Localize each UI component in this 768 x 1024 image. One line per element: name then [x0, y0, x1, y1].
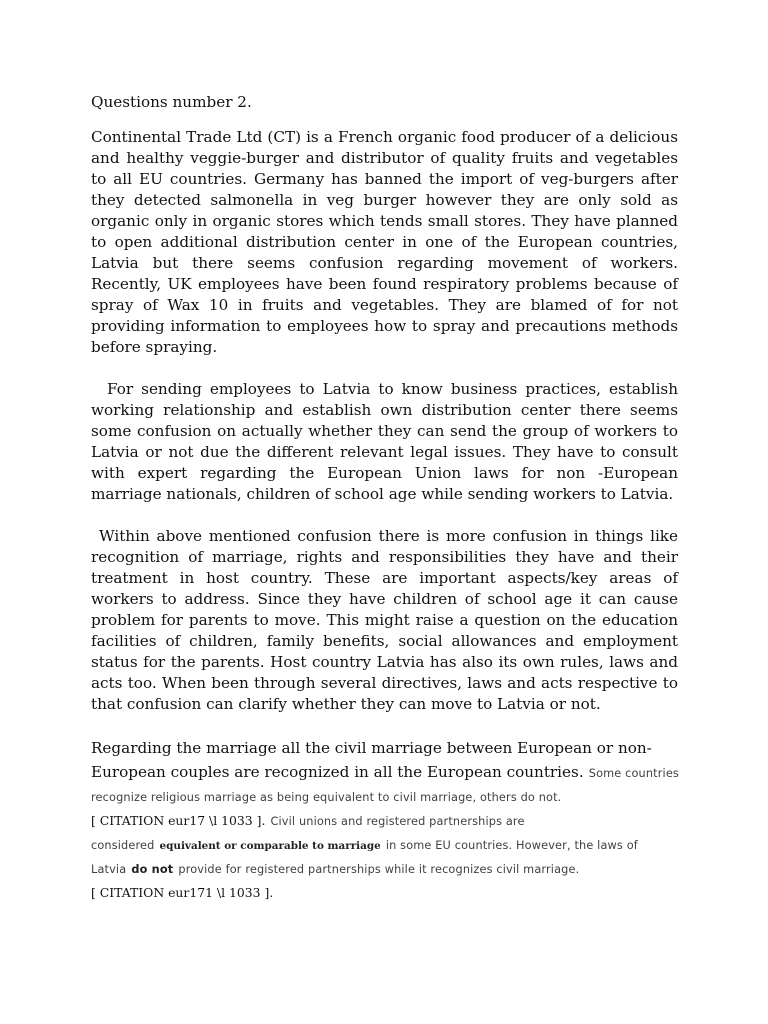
paragraph-sending-employees: For sending employees to Latvia to know business practices, establish working relationship and establish own distribution center there seems some confusion on actually whether they can send the group of workers to Latvia or not due the different relevant legal issues. They have to consult with expert regarding the European Union laws for non -European marriage nationals, children of school age while sending workers to Latvia. [91, 380, 678, 503]
latvia-text: Latvia [91, 863, 127, 876]
citation-field-1-period: . [261, 813, 266, 828]
paragraph-company-background: Continental Trade Ltd (CT) is a French organic food producer of a delicious and healthy veggie-burger and distributor of quality fruits and vegetables to all EU countries. Germany has banned the import of veg-burgers after they detected salmonella in veg burger however they are only sold as organic only in organic stores which tends small stores. They have planned to open additional distribution center in one of the European countries, Latvia but there seems confusion regarding movement of workers. Recently, UK employees have been found respiratory problems because of spray of Wax 10 in fruits and vegetables. They are blamed of for not providing information to employees how to spray and precautions methods before spraying. [91, 128, 678, 356]
paragraph-marriage-recognition [91, 736, 678, 901]
document-body [91, 92, 678, 901]
marriage-note-religious: recognize religious marriage as being equivalent to civil marriage, others do not. [91, 791, 562, 804]
marriage-note-start: Some countries [588, 767, 679, 780]
marriage-lead-line-2: European couples are recognized in all the European countries. [91, 763, 584, 781]
marriage-lead-line-1: Regarding the marriage all the civil marriage between European or non- [91, 739, 652, 757]
civil-unions-text: Civil unions and registered partnerships are [270, 815, 525, 828]
citation-field-2-period: . [269, 885, 274, 900]
equivalent-text: equivalent or comparable to marriage [159, 840, 381, 852]
citation-field-2: [ CITATION eur171 \l 1033 ] [91, 885, 270, 900]
eu-laws-text: in some EU countries. However, the laws of [385, 839, 638, 852]
citation-field-1: [ CITATION eur17 \l 1033 ] [91, 813, 262, 828]
considered-text: considered [91, 839, 155, 852]
registered-partnerships-text: provide for registered partnerships while it recognizes civil marriage. [178, 863, 580, 876]
question-heading: Questions number 2. [91, 93, 252, 111]
paragraph-confusion: Within above mentioned confusion there is more confusion in things like recognition of marriage, rights and responsibilities they have and their treatment in host country. These are important aspects/key areas of workers to address. Since they have children of school age it can cause problem for parents to move. This might raise a question on the education facilities of children, family benefits, social allowances and employment status for the parents. Host country Latvia has also its own rules, laws and acts too. When been through several directives, laws and acts respective to that confusion can clarify whether they can move to Latvia or not. [91, 527, 678, 713]
do-not-text: do not [131, 863, 174, 876]
